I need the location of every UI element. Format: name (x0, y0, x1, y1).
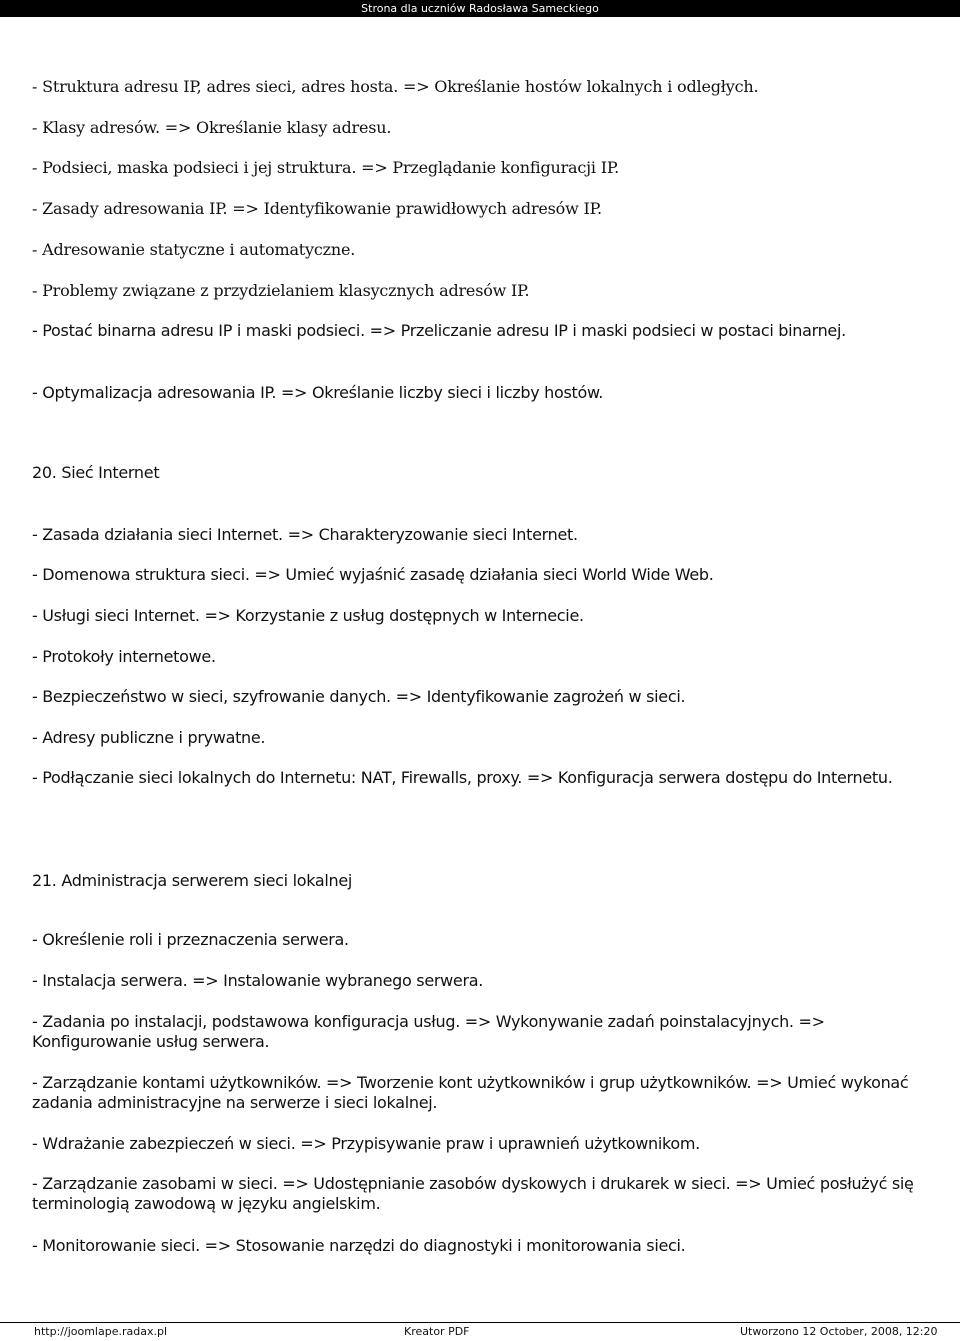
list-item: - Wdrażanie zabezpieczeń w sieci. => Przypisywanie praw i uprawnień użytkownikom. (32, 1134, 700, 1153)
list-item: - Struktura adresu IP, adres sieci, adres hosta. => Określanie hostów lokalnych i odległych. (32, 77, 759, 96)
list-item: - Instalacja serwera. => Instalowanie wybranego serwera. (32, 971, 484, 990)
list-item: - Zasada działania sieci Internet. => Charakteryzowanie sieci Internet. (32, 525, 578, 544)
list-item: - Monitorowanie sieci. => Stosowanie narzędzi do diagnostyki i monitorowania sieci. (32, 1236, 686, 1255)
list-item: - Podsieci, maska podsieci i jej struktura. => Przeglądanie konfiguracji IP. (32, 158, 620, 177)
footer-creator: Kreator PDF (404, 1325, 470, 1338)
footer-url[interactable]: http://joomlape.radax.pl (34, 1325, 168, 1338)
list-item: - Zasady adresowania IP. => Identyfikowanie prawidłowych adresów IP. (32, 199, 602, 218)
list-item: - Zarządzanie zasobami w sieci. => Udostępnianie zasobów dyskowych i drukarek w sieci. => Umieć posłużyć się terminologią zawodową w języku angielskim. (32, 1174, 914, 1213)
list-item: - Protokoły internetowe. (32, 647, 216, 666)
list-item: - Usługi sieci Internet. => Korzystanie z usług dostępnych w Internecie. (32, 606, 584, 625)
list-item: - Problemy związane z przydzielaniem klasycznych adresów IP. (32, 281, 530, 300)
list-item: - Zadania po instalacji, podstawowa konfiguracja usług. => Wykonywanie zadań poinstalacyjnych. => Konfigurowanie usług serwera. (32, 1012, 825, 1051)
list-item: - Adresy publiczne i prywatne. (32, 728, 266, 747)
section-heading: 20. Sieć Internet (32, 463, 160, 482)
footer-divider (0, 1322, 960, 1323)
page-header (0, 0, 960, 17)
list-item: - Domenowa struktura sieci. => Umieć wyjaśnić zasadę działania sieci World Wide Web. (32, 565, 714, 584)
list-item: - Określenie roli i przeznaczenia serwera. (32, 930, 349, 949)
list-item: - Optymalizacja adresowania IP. => Określanie liczby sieci i liczby hostów. (32, 383, 604, 402)
list-item: - Zarządzanie kontami użytkowników. => Tworzenie kont użytkowników i grup użytkowników. => Umieć wykonać zadania administracyjne na serwerze i sieci lokalnej. (32, 1073, 909, 1112)
footer-created-date: Utworzono 12 October, 2008, 12:20 (740, 1325, 938, 1338)
header-title: Strona dla uczniów Radosława Sameckiego (361, 2, 599, 15)
list-item: - Adresowanie statyczne i automatyczne. (32, 240, 356, 259)
list-item: - Podłączanie sieci lokalnych do Internetu: NAT, Firewalls, proxy. => Konfiguracja serwera dostępu do Internetu. (32, 768, 893, 787)
list-item: - Postać binarna adresu IP i maski podsieci. => Przeliczanie adresu IP i maski podsieci w postaci binarnej. (32, 321, 846, 340)
list-item: - Bezpieczeństwo w sieci, szyfrowanie danych. => Identyfikowanie zagrożeń w sieci. (32, 687, 686, 706)
list-item: - Klasy adresów. => Określanie klasy adresu. (32, 118, 392, 137)
section-heading: 21. Administracja serwerem sieci lokalnej (32, 871, 353, 890)
